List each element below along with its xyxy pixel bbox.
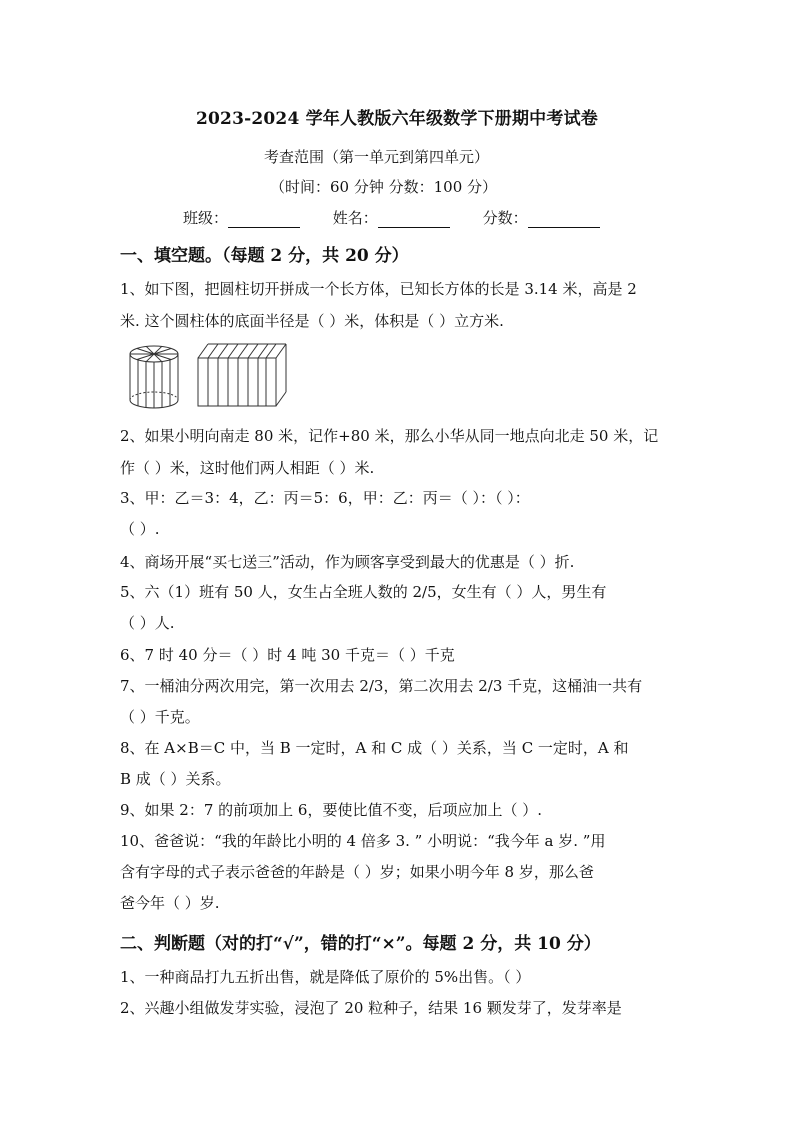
q7-line1: 7、一桶油分两次用完，第一次用去 2/3，第二次用去 2/3 千克，这桶油一共有 (120, 677, 643, 695)
q10-line3: 爸今年（ ）岁. (120, 894, 220, 912)
q6-line1: 6、7 时 40 分＝（ ）时 4 吨 30 千克＝（ ）千克 (120, 646, 455, 664)
exam-scope: 考查范围（第一单元到第四单元） (264, 148, 490, 166)
exam-time-score: （时间：60 分钟 分数：100 分） (270, 178, 498, 196)
q3-line2: （ ）. (120, 520, 160, 538)
q8-line2: B 成（ ）关系。 (120, 770, 231, 788)
q5-line1: 5、六（1）班有 50 人，女生占全班人数的 2/5，女生有（ ）人，男生有 (120, 583, 607, 601)
score-field (483, 207, 600, 228)
q5-line2: （ ）人. (120, 614, 175, 632)
q10-line1: 10、爸爸说：“我的年龄比小明的 4 倍多 3. ” 小明说：“我今年 a 岁. ”用 (120, 832, 606, 850)
student-info-line (183, 207, 628, 228)
tf1-line1: 1、一种商品打九五折出售，就是降低了原价的 5%出售。（ ） (120, 968, 531, 986)
section1-heading: 一、填空题。（每题 2 分，共 20 分） (120, 246, 409, 266)
tf2-line1: 2、兴趣小组做发芽实验，浸泡了 20 粒种子，结果 16 颗发芽了，发芽率是 (120, 999, 622, 1017)
q1-line2: 米. 这个圆柱体的底面半径是（ ）米，体积是（ ）立方米. (120, 312, 504, 330)
section2-heading: 二、判断题（对的打“√”，错的打“×”。每题 2 分，共 10 分） (120, 934, 601, 954)
score-blank[interactable] (528, 211, 600, 228)
exam-title: 2023-2024 学年人教版六年级数学下册期中考试卷 (195, 109, 598, 129)
q4-line1: 4、商场开展“买七送三”活动，作为顾客享受到最大的优惠是（ ）折. (120, 553, 575, 571)
q1-line1: 1、如下图，把圆柱切开拼成一个长方体，已知长方体的长是 3.14 米，高是 2 (120, 280, 637, 298)
cylinder-cuboid-figure (128, 340, 298, 410)
q3-line1: 3、甲：乙＝3：4，乙：丙＝5：6，甲：乙：丙＝（ ）：（ ）： (120, 489, 530, 507)
q9-line1: 9、如果 2：7 的前项加上 6，要使比值不变，后项应加上（ ）. (120, 801, 543, 819)
q2-line2: 作（ ）米，这时他们两人相距（ ）米. (120, 459, 375, 477)
cuboid-icon (198, 344, 286, 406)
class-blank[interactable] (228, 211, 300, 228)
name-field (333, 207, 450, 228)
class-field (183, 207, 300, 228)
score-label: 分数： (482, 209, 528, 227)
q8-line1: 8、在 A×B＝C 中，当 B 一定时，A 和 C 成（ ）关系，当 C 一定时，A 和 (120, 739, 629, 757)
name-blank[interactable] (378, 211, 450, 228)
q2-line1: 2、如果小明向南走 80 米，记作+80 米，那么小华从同一地点向北走 50 米，记 (120, 427, 659, 445)
q10-line2: 含有字母的式子表示爸爸的年龄是（ ）岁；如果小明今年 8 岁，那么爸 (120, 863, 594, 881)
cylinder-icon (130, 346, 178, 408)
name-label: 姓名： (332, 209, 378, 227)
q7-line2: （ ）千克。 (120, 708, 200, 726)
class-label: 班级： (183, 209, 229, 227)
